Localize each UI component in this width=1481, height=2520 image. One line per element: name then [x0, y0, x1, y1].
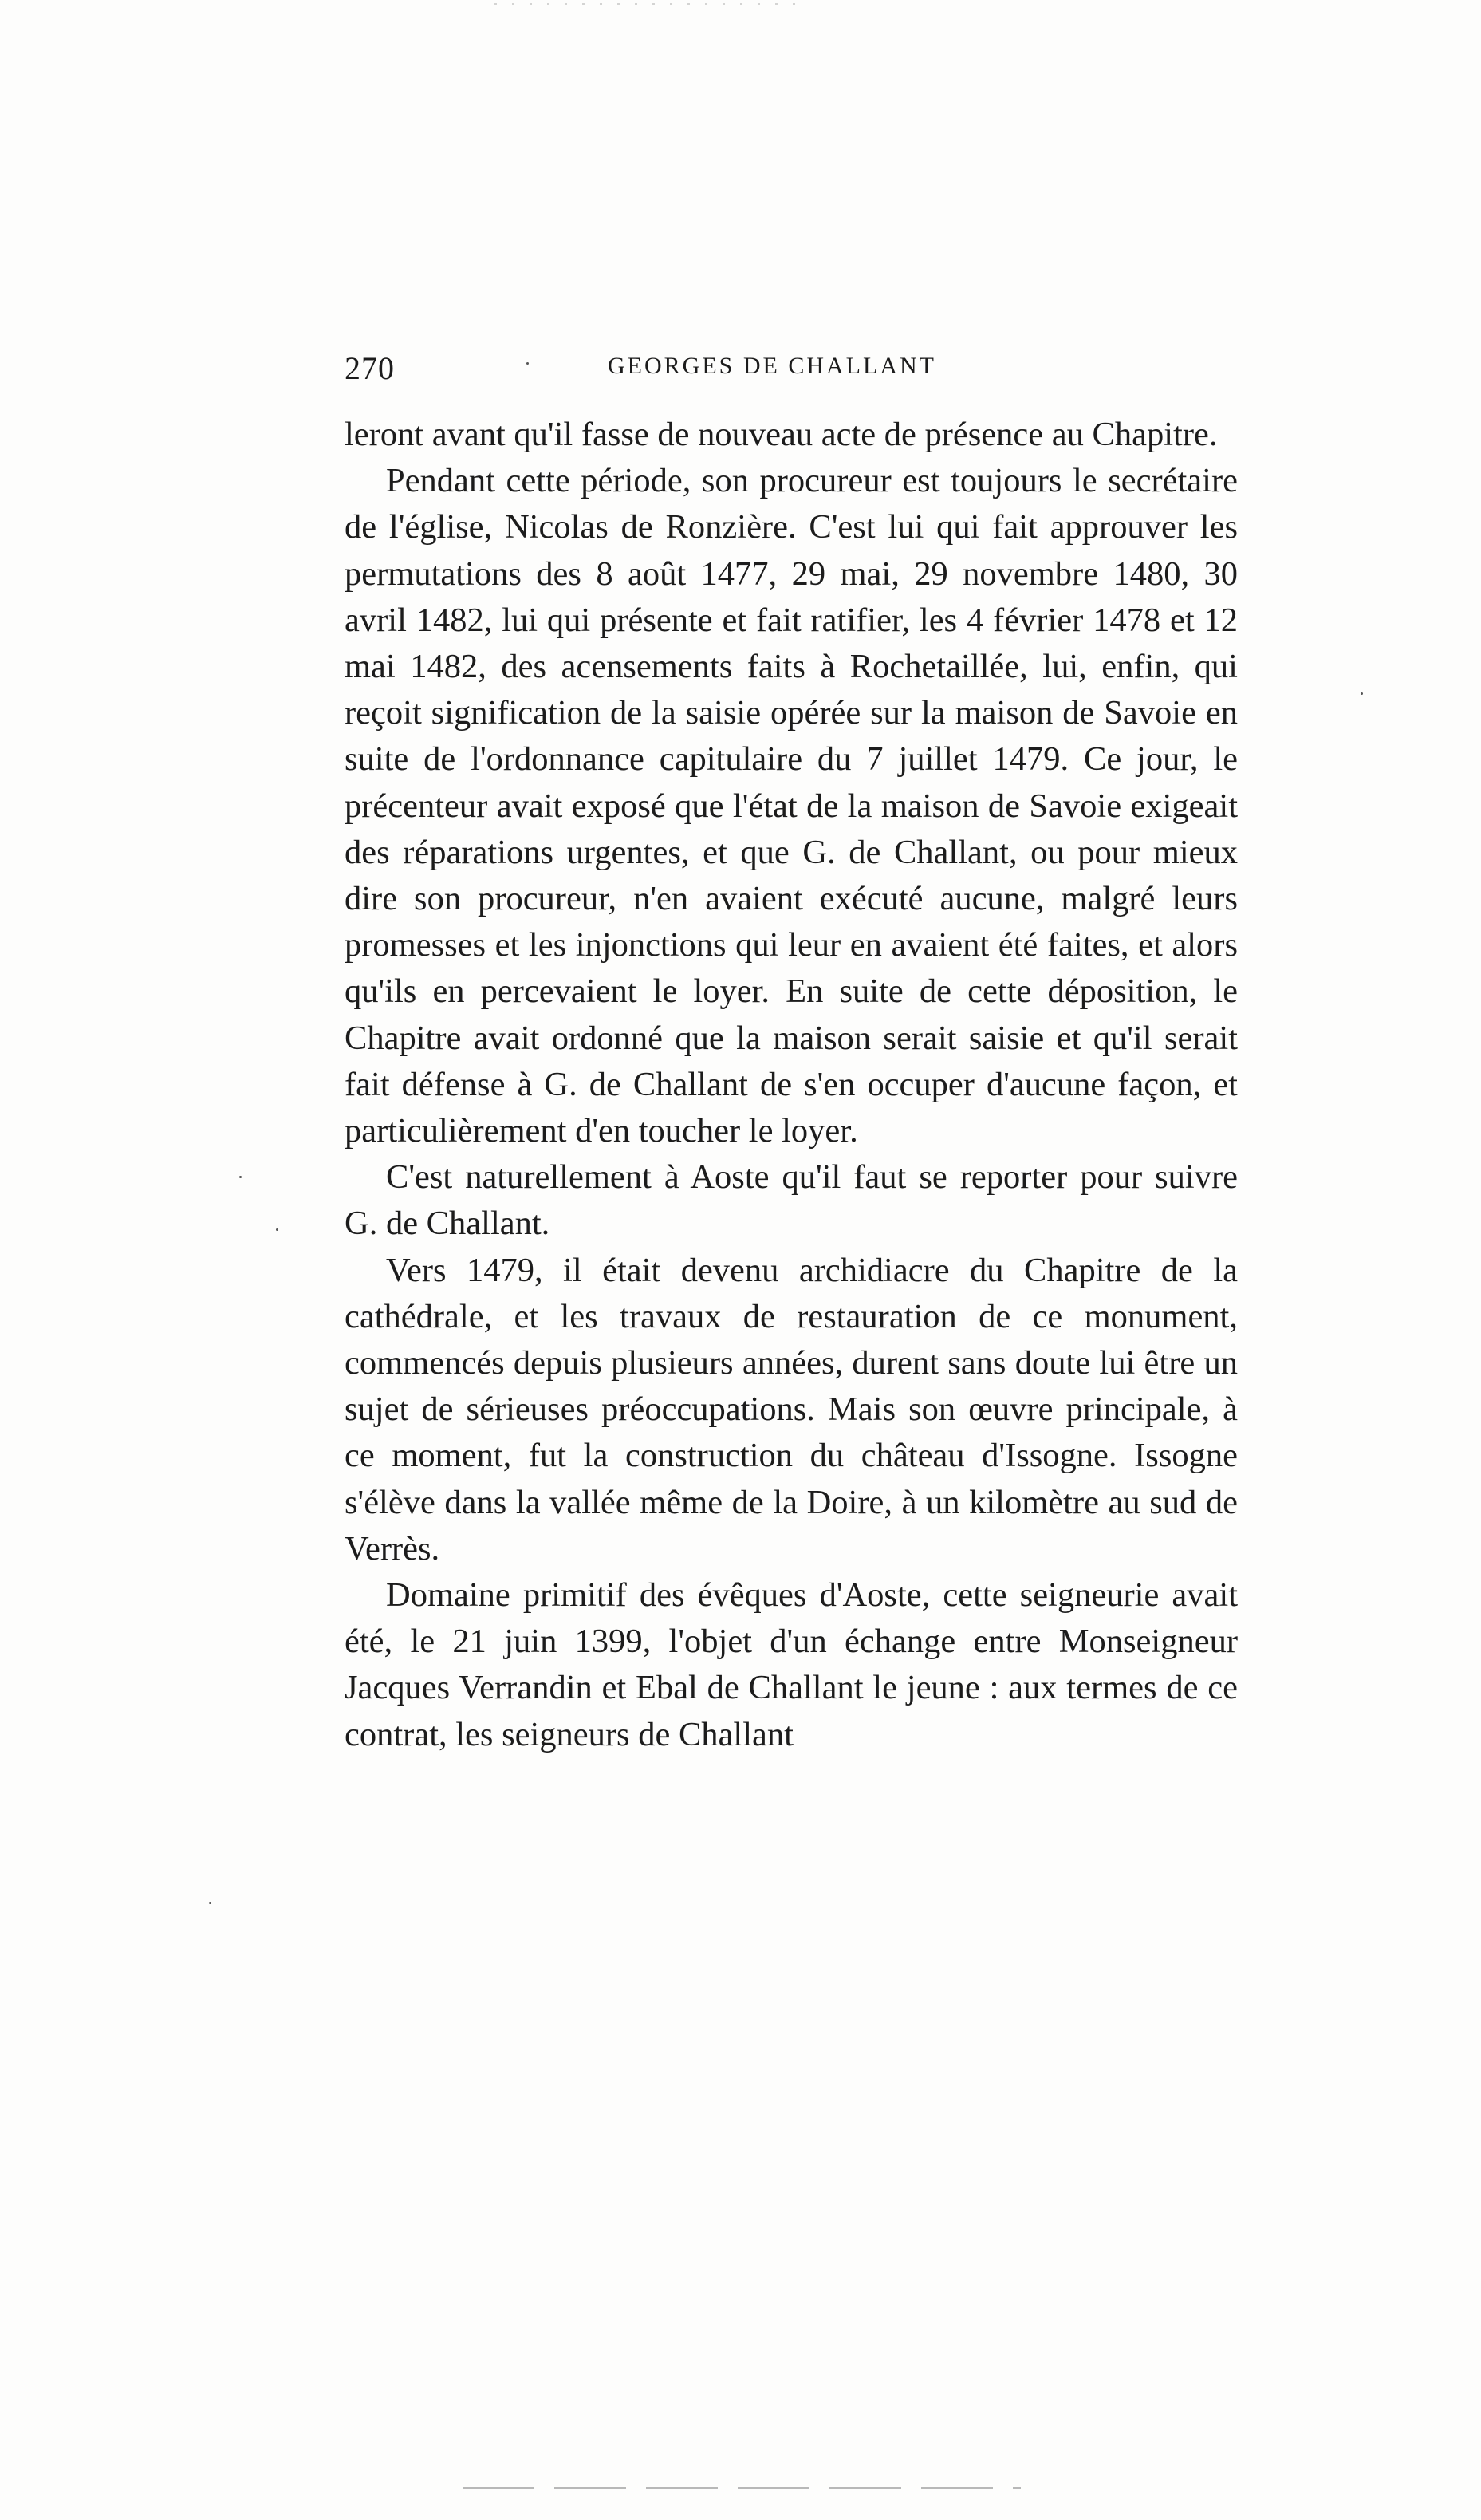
running-title: GEORGES DE CHALLANT — [608, 353, 936, 379]
body-text — [345, 412, 1238, 1758]
page-header — [345, 349, 1238, 397]
scan-speck — [1361, 692, 1363, 695]
scan-speck — [209, 1902, 211, 1904]
paragraph-domaine: Domaine primitif des évêques d'Aoste, cette seigneurie avait été, le 21 juin 1399, l'objet d'un échange entre Monseigneur Jacques Verrandin et Ebal de Challant le jeune : aux termes de ce contrat, les seigneurs de Challant — [345, 1576, 1238, 1753]
paragraph-continuation: leront avant qu'il fasse de nouveau acte de présence au Chapitre. — [345, 416, 1218, 453]
scan-speck — [239, 1176, 242, 1178]
paragraph-archidiacre: Vers 1479, il était devenu archidiacre du Chapitre de la cathédrale, et les travaux de restauration de ce monument, commencés depuis plusieurs années, durent sans doute lui être un sujet de sérieuses préoccupations. Mais son œuvre principale, à ce moment, fut la construction du château d'Issogne. Issogne s'élève dans la vallée même de la Doire, à un kilomètre au sud de Verrès. — [345, 1251, 1238, 1568]
paragraph-aoste: C'est naturellement à Aoste qu'il faut se reporter pour suivre G. de Challant. — [345, 1158, 1238, 1243]
scan-speck — [276, 1228, 278, 1231]
scan-speck — [526, 362, 529, 365]
page-number: 270 — [345, 350, 395, 386]
scan-noise-bottom — [463, 2487, 1021, 2489]
scan-noise-top — [494, 3, 798, 5]
paragraph-procureur: Pendant cette période, son procureur est toujours le secrétaire de l'église, Nicolas de Ronzière. C'est lui qui fait approuver les permutations des 8 août 1477, 29 mai, 29 novembre 1480, 30 avril 1482, lui qui présente et fait ratifier, les 4 février 1478 et 12 mai 1482, des acensements faits à Rochetaillée, lui, enfin, qui reçoit signification de la saisie opérée sur la maison de Savoie en suite de l'ordonnance capitulaire du 7 juillet 1479. Ce jour, le précenteur avait exposé que l'état de la maison de Savoie exigeait des réparations urgentes, et que G. de Challant, ou pour mieux dire son procureur, n'en avaient exécuté aucune, malgré leurs promesses et les injonctions qui leur en avaient été faites, et alors qu'ils en percevaient le loyer. En suite de cette déposition, le Chapitre avait ordonné que la maison serait saisie et qu'il serait fait défense à G. de Challant de s'en occuper d'aucune façon, et particulièrement d'en toucher le loyer. — [345, 462, 1238, 1150]
